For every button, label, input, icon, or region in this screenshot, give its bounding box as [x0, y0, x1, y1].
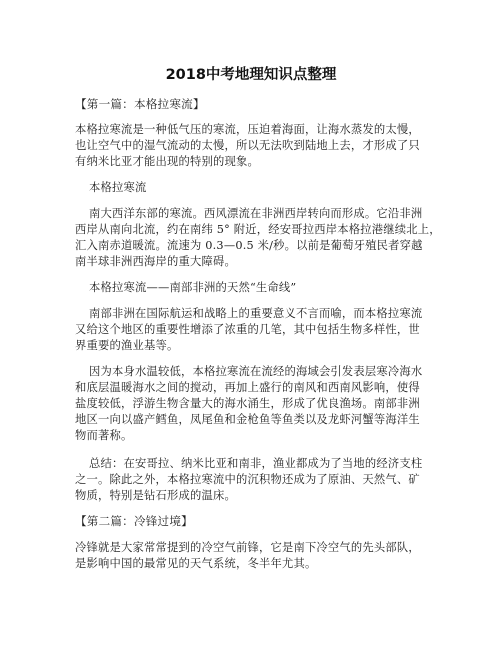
- paragraph-line: 南部非洲在国际航运和战略上的重要意义不言而喻，而本格拉寒流: [89, 307, 423, 320]
- paragraph-line: 本格拉寒流: [89, 181, 147, 194]
- paragraph-line: 又给这个地区的重要性增添了浓重的几笔，其中包括生物多样性，世: [75, 323, 420, 336]
- paragraph-line: 本格拉寒流是一种低气压的寒流，压迫着海面，让海水蒸发的太慢，: [75, 123, 420, 136]
- paragraph-line: 本格拉寒流——南部非洲的天然“生命线”: [89, 281, 297, 294]
- section-heading-cold-front: 【第二篇：冷锋过境】: [75, 514, 193, 528]
- paragraph-line: 南大西洋东部的寒流。西风漂流在非洲西岸转向而形成。它沿非洲: [89, 207, 423, 220]
- paragraph-line: 有纳米比亚才能出现的特别的现象。: [75, 155, 259, 168]
- paragraph-line: 汇入南赤道暖流。流速为 0.3—0.5 米/秒。以前是葡萄牙殖民者穿越: [75, 239, 423, 252]
- paragraph-line: 冷锋就是大家常常提到的冷空气前锋，它是南下冷空气的先头部队，: [75, 541, 420, 554]
- paragraph-line: 地区一向以盛产鳕鱼，凤尾鱼和金枪鱼等鱼类以及龙虾河蟹等海洋生: [75, 413, 420, 426]
- paragraph-line: 和底层温暖海水之间的搅动，再加上盛行的南风和西南风影响，使得: [75, 381, 420, 394]
- paragraph-line: 是影响中国的最常见的天气系统，冬半年尤其。: [75, 557, 317, 570]
- paragraph-line: 因为本身水温较低，本格拉寒流在流经的海域会引发表层寒冷海水: [89, 365, 423, 378]
- paragraph-line: 南半球非洲西海岸的重大障碍。: [75, 255, 236, 268]
- paragraph-line: 盐度较低，浮游生物含量大的海水涌生，形成了优良渔场。南部非洲: [75, 397, 420, 410]
- paragraph-line: 物而著称。: [75, 429, 133, 442]
- paragraph-line: 之一。除此之外，本格拉寒流中的沉积物还成为了原油、天然气、矿: [75, 473, 420, 486]
- paragraph-line: 界重要的渔业基等。: [75, 339, 179, 352]
- paragraph-line: 西岸从南向北流，约在南纬 5° 附近，经安哥拉西岸本格拉港继续北上，: [75, 223, 441, 236]
- paragraph-line: 也让空气中的湿气流动的太慢，所以无法吹到陆地上去，才形成了只: [75, 139, 420, 152]
- document-title: 2018中考地理知识点整理: [165, 67, 337, 83]
- paragraph-line: 总结：在安哥拉、纳米比亚和南非，渔业都成为了当地的经济支柱: [89, 457, 423, 470]
- paragraph-line: 物质，特别是钻石形成的温床。: [75, 489, 236, 502]
- section-heading-benguela: 【第一篇：本格拉寒流】: [75, 97, 205, 111]
